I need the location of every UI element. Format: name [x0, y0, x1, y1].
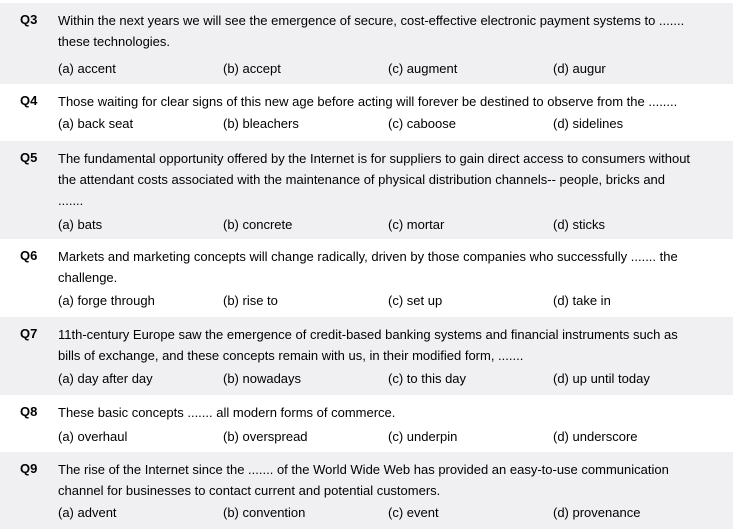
- question-text: [58, 402, 718, 423]
- answer-options: [58, 59, 718, 79]
- option-a: (a) day after day: [58, 371, 153, 386]
- question-text-line: These basic concepts ....... all modern forms of commerce.: [58, 405, 396, 420]
- question-block-q7: [0, 317, 733, 395]
- question-number: Q3: [20, 12, 38, 27]
- option-c: (c) mortar: [388, 217, 445, 232]
- option-c: (c) caboose: [388, 116, 456, 131]
- question-text: [58, 148, 718, 211]
- question-text: [58, 324, 718, 366]
- question-text-line: bills of exchange, and these concepts remain with us, in their modified form, .......: [58, 348, 524, 363]
- option-b: (b) overspread: [223, 429, 308, 444]
- option-d: (d) augur: [553, 61, 606, 76]
- question-number: Q5: [20, 150, 38, 165]
- option-a: (a) advent: [58, 505, 117, 520]
- question-number: Q8: [20, 404, 38, 419]
- question-text-line: Those waiting for clear signs of this new age before acting will forever be destined to observe from the ........: [58, 94, 678, 109]
- answer-options: [58, 291, 718, 311]
- option-c: (c) augment: [388, 61, 458, 76]
- option-c: (c) to this day: [388, 371, 467, 386]
- question-block-q4: [0, 84, 733, 141]
- question-number: Q6: [20, 248, 38, 263]
- question-text-line: these technologies.: [58, 34, 171, 49]
- option-d: (d) up until today: [553, 371, 650, 386]
- question-text-line: Markets and marketing concepts will change radically, driven by those companies who successfully ....... the: [58, 249, 678, 264]
- question-block-q6: [0, 239, 733, 317]
- question-text-line: Within the next years we will see the emergence of secure, cost-effective electronic payment systems to .......: [58, 13, 685, 28]
- answer-options: [58, 427, 718, 447]
- option-c: (c) underpin: [388, 429, 458, 444]
- question-block-q3: [0, 3, 733, 84]
- option-a: (a) overhaul: [58, 429, 128, 444]
- question-number: Q9: [20, 461, 38, 476]
- option-b: (b) convention: [223, 505, 306, 520]
- answer-options: [58, 503, 718, 523]
- option-a: (a) forge through: [58, 293, 155, 308]
- question-text: [58, 459, 718, 501]
- option-b: (b) nowadays: [223, 371, 302, 386]
- answer-options: [58, 114, 718, 134]
- question-text-line: challenge.: [58, 270, 118, 285]
- option-b: (b) bleachers: [223, 116, 299, 131]
- answer-options: [58, 215, 718, 235]
- question-block-q8: [0, 395, 733, 452]
- question-block-q5: [0, 141, 733, 239]
- question-number: Q4: [20, 93, 38, 108]
- option-d: (d) provenance: [553, 505, 641, 520]
- question-text-line: .......: [58, 193, 84, 208]
- question-text: [58, 10, 718, 52]
- question-text: [58, 91, 718, 112]
- option-b: (b) concrete: [223, 217, 293, 232]
- question-text-line: the attendant costs associated with the maintenance of physical distribution channels-- people, bricks and: [58, 172, 666, 187]
- option-c: (c) event: [388, 505, 439, 520]
- question-text-line: 11th-century Europe saw the emergence of credit-based banking systems and financial instruments such as: [58, 327, 678, 342]
- option-d: (d) sidelines: [553, 116, 624, 131]
- option-d: (d) sticks: [553, 217, 605, 232]
- question-number: Q7: [20, 326, 38, 341]
- question-text: [58, 246, 718, 288]
- question-text-line: The rise of the Internet since the ....... of the World Wide Web has provided an easy-to-use communication: [58, 462, 669, 477]
- option-a: (a) bats: [58, 217, 103, 232]
- question-text-line: channel for businesses to contact current and potential customers.: [58, 483, 441, 498]
- question-block-q9: [0, 452, 733, 529]
- option-a: (a) back seat: [58, 116, 134, 131]
- option-b: (b) rise to: [223, 293, 278, 308]
- option-c: (c) set up: [388, 293, 443, 308]
- option-d: (d) underscore: [553, 429, 638, 444]
- question-text-line: The fundamental opportunity offered by the Internet is for suppliers to gain direct access to consumers without: [58, 151, 691, 166]
- option-d: (d) take in: [553, 293, 611, 308]
- option-a: (a) accent: [58, 61, 116, 76]
- option-b: (b) accept: [223, 61, 281, 76]
- answer-options: [58, 369, 718, 389]
